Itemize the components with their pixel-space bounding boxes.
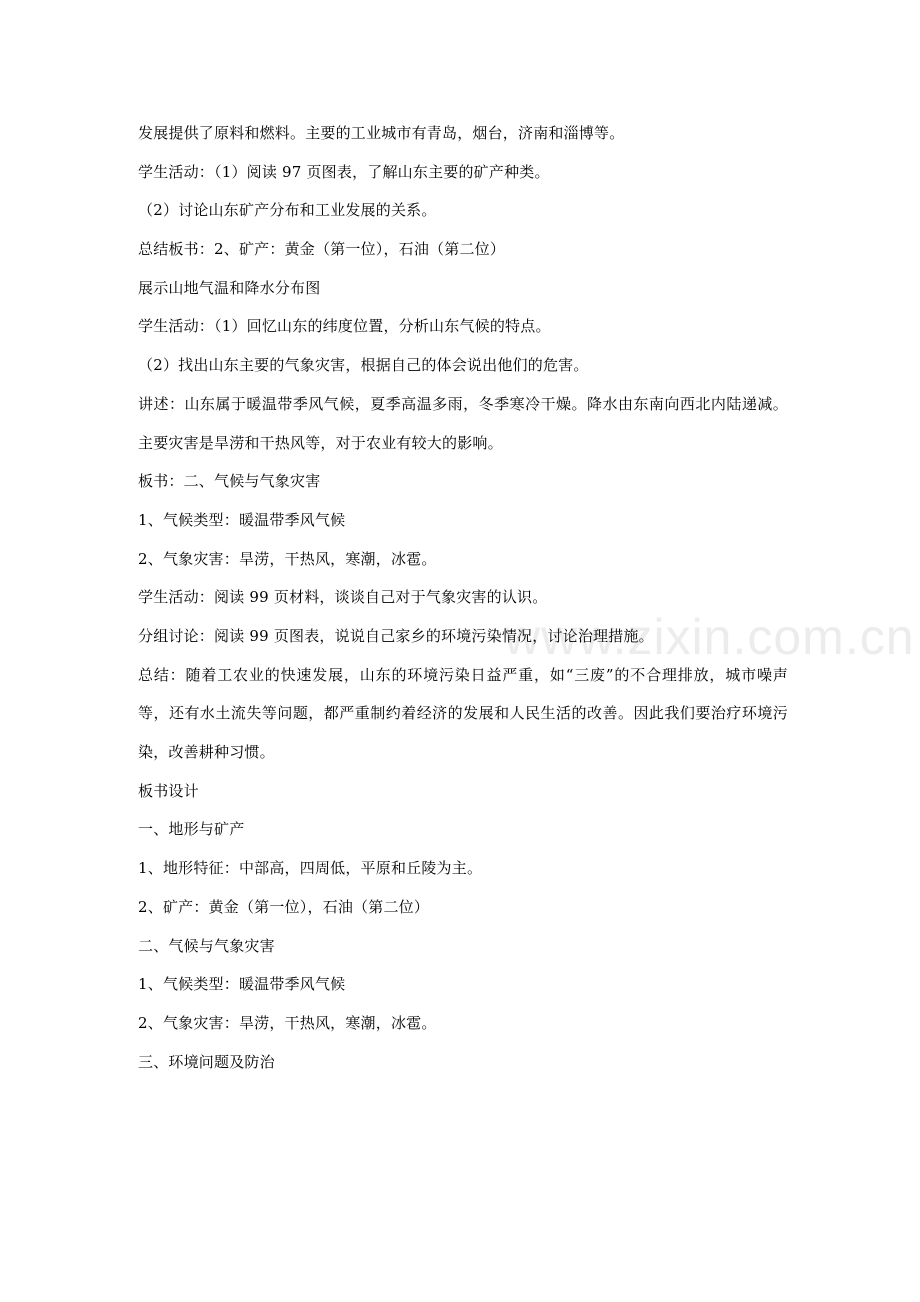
student-activity-minerals-1: 学生活动：（1）阅读 97 页图表，了解山东主要的矿产种类。	[138, 162, 550, 181]
board-design-title: 板书设计	[138, 781, 199, 800]
summary-board-minerals: 总结板书：2、矿产：黄金（第一位），石油（第二位）	[138, 240, 506, 259]
weather-disasters: 2、气象灾害：旱涝，干热风，寒潮，冰雹。	[138, 549, 437, 568]
section-climate: 二、气候与气象灾害	[138, 936, 275, 955]
show-climate-map: 展示山地气温和降水分布图	[138, 278, 321, 297]
student-activity-disasters: 学生活动：阅读 99 页材料，谈谈自己对于气象灾害的认识。	[138, 588, 548, 607]
climate-type-2: 1、气候类型：暖温带季风气候	[138, 975, 346, 994]
student-activity-climate-2: （2）找出山东主要的气象灾害，根据自己的体会说出他们的危害。	[138, 356, 589, 375]
paragraph-industry-cities: 发展提供了原料和燃料。主要的工业城市有青岛，烟台，济南和淄博等。	[138, 124, 625, 142]
narration-climate: 讲述：山东属于暖温带季风气候，夏季高温多雨，冬季寒冷干燥。降水由东南向西北内陆递减。主要灾害是旱涝和干热风等，对于农业有较大的影响。	[138, 394, 788, 452]
summary-environment: 总结：随着工农业的快速发展，山东的环境污染日益严重，如“三废”的不合理排放，城市噪声等，还有水土流失等问题，都严重制约着经济的发展和人民生活的改善。因此我们要治疗环境污染，改善耕种习惯。	[138, 665, 788, 762]
climate-type: 1、气候类型：暖温带季风气候	[138, 510, 346, 529]
document-body	[138, 114, 788, 1081]
weather-disasters-2: 2、气象灾害：旱涝，干热风，寒潮，冰雹。	[138, 1013, 437, 1032]
section-environment: 三、环境问题及防治	[138, 1052, 275, 1071]
section-terrain-minerals: 一、地形与矿产	[138, 820, 245, 839]
student-activity-climate-1: 学生活动：（1）回忆山东的纬度位置，分析山东气候的特点。	[138, 317, 551, 336]
watermark: www.zixin.com.cn	[504, 609, 915, 665]
student-activity-minerals-2: （2）讨论山东矿产分布和工业发展的关系。	[138, 201, 437, 220]
board-climate-heading: 板书：二、气候与气象灾害	[138, 472, 321, 491]
terrain-features: 1、地形特征：中部高，四周低，平原和丘陵为主。	[138, 859, 483, 878]
group-discussion: 分组讨论：阅读 99 页图表，说说自己家乡的环境污染情况，讨论治理措施。	[138, 626, 654, 645]
minerals-item: 2、矿产：黄金（第一位），石油（第二位）	[138, 897, 430, 916]
